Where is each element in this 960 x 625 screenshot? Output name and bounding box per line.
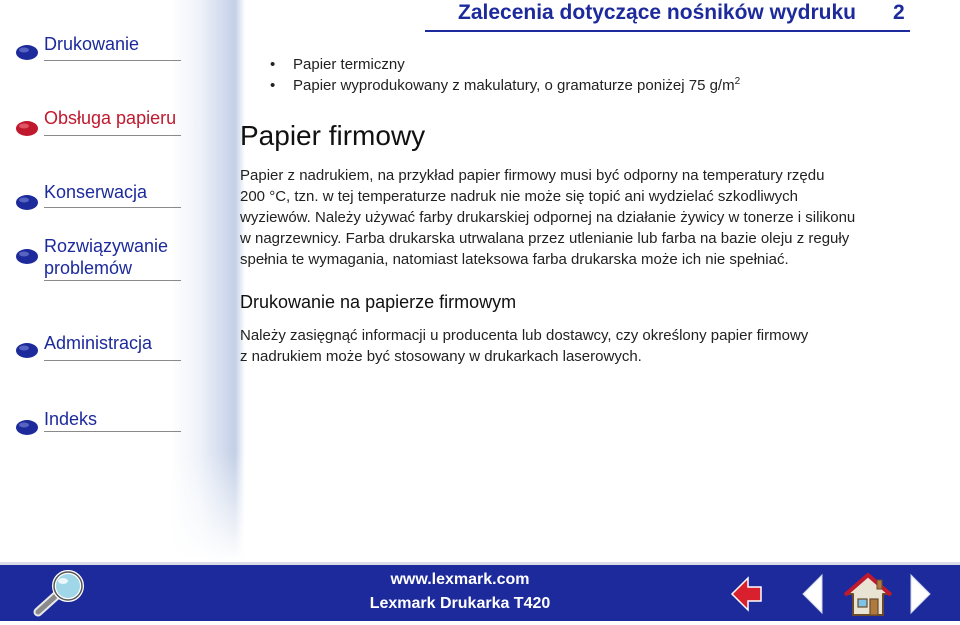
sidebar-item-label: Administracja — [44, 333, 153, 353]
back-button[interactable] — [728, 574, 764, 614]
paragraph-line: Papier z nadrukiem, na przykład papier firmowy musi być odporny na temperatury rzędu — [240, 167, 825, 184]
search-icon — [28, 568, 88, 620]
home-icon — [844, 572, 892, 618]
page-number: 2 — [893, 1, 905, 24]
paragraph-line: Należy zasięgnąć informacji u producenta lub dostawcy, czy określony papier firmowy — [240, 327, 809, 344]
nav-divider — [44, 360, 181, 361]
nav-bullet-icon — [15, 342, 39, 359]
superscript: 2 — [734, 76, 741, 87]
nav-divider — [44, 135, 181, 136]
nav-bullet-icon — [15, 120, 39, 137]
nav-divider — [44, 60, 181, 61]
paragraph-line: z nadrukiem może być stosowany w drukarkach laserowych. — [240, 348, 642, 365]
section-heading: Papier firmowy — [240, 120, 426, 151]
paragraph-line: wyziewów. Należy używać farby drukarskiej odpornej na działanie żywicy w tonerze i silikonu — [240, 209, 856, 226]
search-button[interactable] — [28, 568, 88, 620]
sidebar-item-drukowanie[interactable] — [0, 30, 185, 70]
sidebar-item-label: Konserwacja — [44, 182, 148, 202]
sidebar-item-label: Drukowanie — [44, 34, 140, 54]
header-rule — [425, 30, 910, 32]
footer-product: Lexmark Drukarka T420 — [369, 595, 551, 612]
footer-url[interactable]: www.lexmark.com — [390, 571, 530, 588]
subsection-heading: Drukowanie na papierze firmowym — [240, 292, 517, 312]
next-page-button[interactable] — [907, 572, 933, 616]
nav-bullet-icon — [15, 194, 39, 211]
page-header-title: Zalecenia dotyczące nośników wydruku — [458, 1, 856, 24]
paragraph-line: w nagrzewnicy. Farba drukarska utrwalana przez utlenianie lub farba na bazie oleju z reguły — [240, 230, 850, 247]
nav-bullet-icon — [15, 248, 39, 265]
back-arrow-icon — [728, 574, 764, 614]
sidebar-item-rozwiazywanie-problemow[interactable] — [0, 235, 185, 285]
nav-divider — [44, 207, 181, 208]
list-item — [270, 54, 740, 75]
nav-bullet-icon — [15, 44, 39, 61]
sidebar-item-label: Indeks — [44, 409, 98, 429]
sidebar-item-obsluga-papieru[interactable] — [0, 106, 185, 146]
sidebar-item-indeks[interactable] — [0, 408, 185, 448]
sidebar-item-konserwacja[interactable] — [0, 181, 185, 221]
paragraph-line: spełnia te wymagania, natomiast lateksowa farba drukarska może ich nie spełniać. — [240, 251, 789, 268]
sidebar-item-administracja[interactable] — [0, 331, 185, 371]
nav-divider — [44, 280, 181, 281]
next-page-icon — [907, 572, 933, 616]
list-item — [270, 75, 740, 96]
media-bullet-list — [270, 54, 740, 96]
list-item-text: Papier termiczny — [293, 56, 405, 73]
paragraph-line: 200 °C, tzn. w tej temperaturze nadruk nie może się topić ani wydzielać szkodliwych — [240, 188, 798, 205]
nav-divider — [44, 431, 181, 432]
prev-page-icon — [800, 572, 826, 616]
sidebar-item-label-line2: problemów — [44, 258, 133, 278]
sidebar-item-label: Obsługa papieru — [44, 108, 177, 128]
nav-bullet-icon — [15, 419, 39, 436]
list-item-text: Papier wyprodukowany z makulatury, o gramaturze poniżej 75 g/m — [293, 77, 735, 94]
home-button[interactable] — [844, 572, 892, 618]
sidebar-item-label-line1: Rozwiązywanie — [44, 236, 169, 256]
previous-page-button[interactable] — [800, 572, 826, 616]
